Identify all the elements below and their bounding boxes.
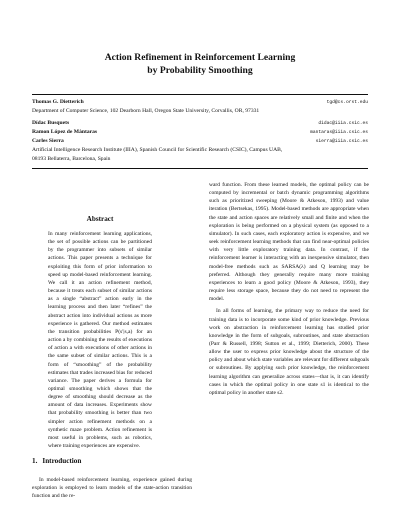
affiliation-2-line-1: Artificial Intelligence Research Institute (IIIA), Spanish Council for Scientific Research (CSIC), Campus UAB, [32, 147, 283, 153]
abstract-text: In many reinforcement learning applications, the set of possible actions can be partitioned by the programmer into subsets of similar actions. This paper presents a technique for exploiting this form of prior information to speed up model-based reinforcement learning. We call it an action refinement method, because it treats each subset of similar actions as a single “abstract” action early in the learning process and then later “refines” the abstract action into individual actions as more experience is gathered. Our method estimates the transition probabilities P(s′|s,a) for an action a by combining the results of executions of action a with executions of other actions in the same subset of similar actions. This is a form of “smoothing” of the probability estimates that trades increased bias for reduced variance. The paper derives a formula for optimal smoothing which shows that the degree of smoothing should decrease as the amount of data increases. Experiments show that probability smoothing is better than two simpler action refinement methods on a synthetic maze problem. Action refinement is most useful in problems, such as robotics, where training experiences are expensive. [48, 231, 152, 450]
author-email: mantaras@iiia.csic.es [310, 130, 368, 135]
right-column [209, 181, 369, 397]
section-number: 1. [32, 457, 38, 465]
bottom-rule [32, 168, 368, 169]
author-email: tgd@cs.orst.edu [326, 100, 368, 105]
author-name: Dídac Busquets [32, 120, 70, 126]
author-name: Ramon López de Màntaras [32, 129, 98, 135]
author-name: Carles Sierra [32, 138, 64, 144]
section-title: Introduction [42, 457, 82, 465]
abstract-body [48, 230, 152, 450]
author-row [32, 119, 368, 128]
author-email: sierra@iiia.csic.es [315, 139, 368, 144]
paper-title-line-2: by Probability Smoothing [147, 65, 253, 76]
author-row [32, 128, 368, 137]
abstract-heading: Abstract [86, 215, 114, 223]
author-row [32, 137, 368, 146]
paper-title-line-1: Action Refinement in Reinforcement Learning [104, 52, 296, 63]
section-heading [32, 457, 86, 466]
author-name: Thomas G. Dietterich [32, 99, 84, 105]
intro-body [32, 476, 192, 500]
affiliation-1: Department of Computer Science, 102 Dearborn Hall, Oregon State University, Corvallis, OR, 97331 [32, 108, 260, 114]
body-paragraph: In all forms of learning, the primary way to reduce the need for training data is to incorporate some kind of prior knowledge. Previous work on abstraction in reinforcement learning has studied prior knowledge in the form of subgoals, subroutines, and state abstraction (Parr & Russell, 1998; Sutton et al., 1999; Dietterich, 2000). These allow the user to express prior knowledge about the structure of the policy and about which state variables are relevant for different subgoals or subroutines. By applying such prior knowledge, the reinforcement learning algorithm can generalize across states—that is, it can identify cases in which the optimal policy in one state s1 is identical to the optimal policy in another state s2. [209, 308, 369, 396]
body-paragraph: ward function. From these learned models, the optimal policy can be computed by incremental or batch dynamic programming algorithms such as prioritized sweeping (Moore & Atkeson, 1993) and value iteration (Bertsekas, 1995). Model-based methods are appropriate when the state and action spaces are relatively small and finite and when the exploration is being performed on a physical system (as opposed to a simulator). In such cases, each exploratory action is expensive, and we seek reinforcement learning methods that can find near-optimal policies with very little exploratory training data. In contrast, if the reinforcement learner is interacting with an inexpensive simulator, then model-free methods such as SARSA(λ) and Q learning may be preferred. Although they generally require many more training experiences to learn a good policy (Moore & Atkeson, 1993), they require less storage space, because they do not need to represent the model. [209, 182, 369, 303]
author-row [32, 98, 368, 107]
intro-text: In model-based reinforcement learning, experience gained during exploration is employed to learn models of the state-action transition function and the re- [32, 477, 192, 500]
top-rule [32, 94, 368, 95]
author-email: didac@iiia.csic.es [318, 121, 368, 126]
affiliation-2-line-2: 08193 Bellaterra, Barcelona, Spain [32, 155, 111, 162]
